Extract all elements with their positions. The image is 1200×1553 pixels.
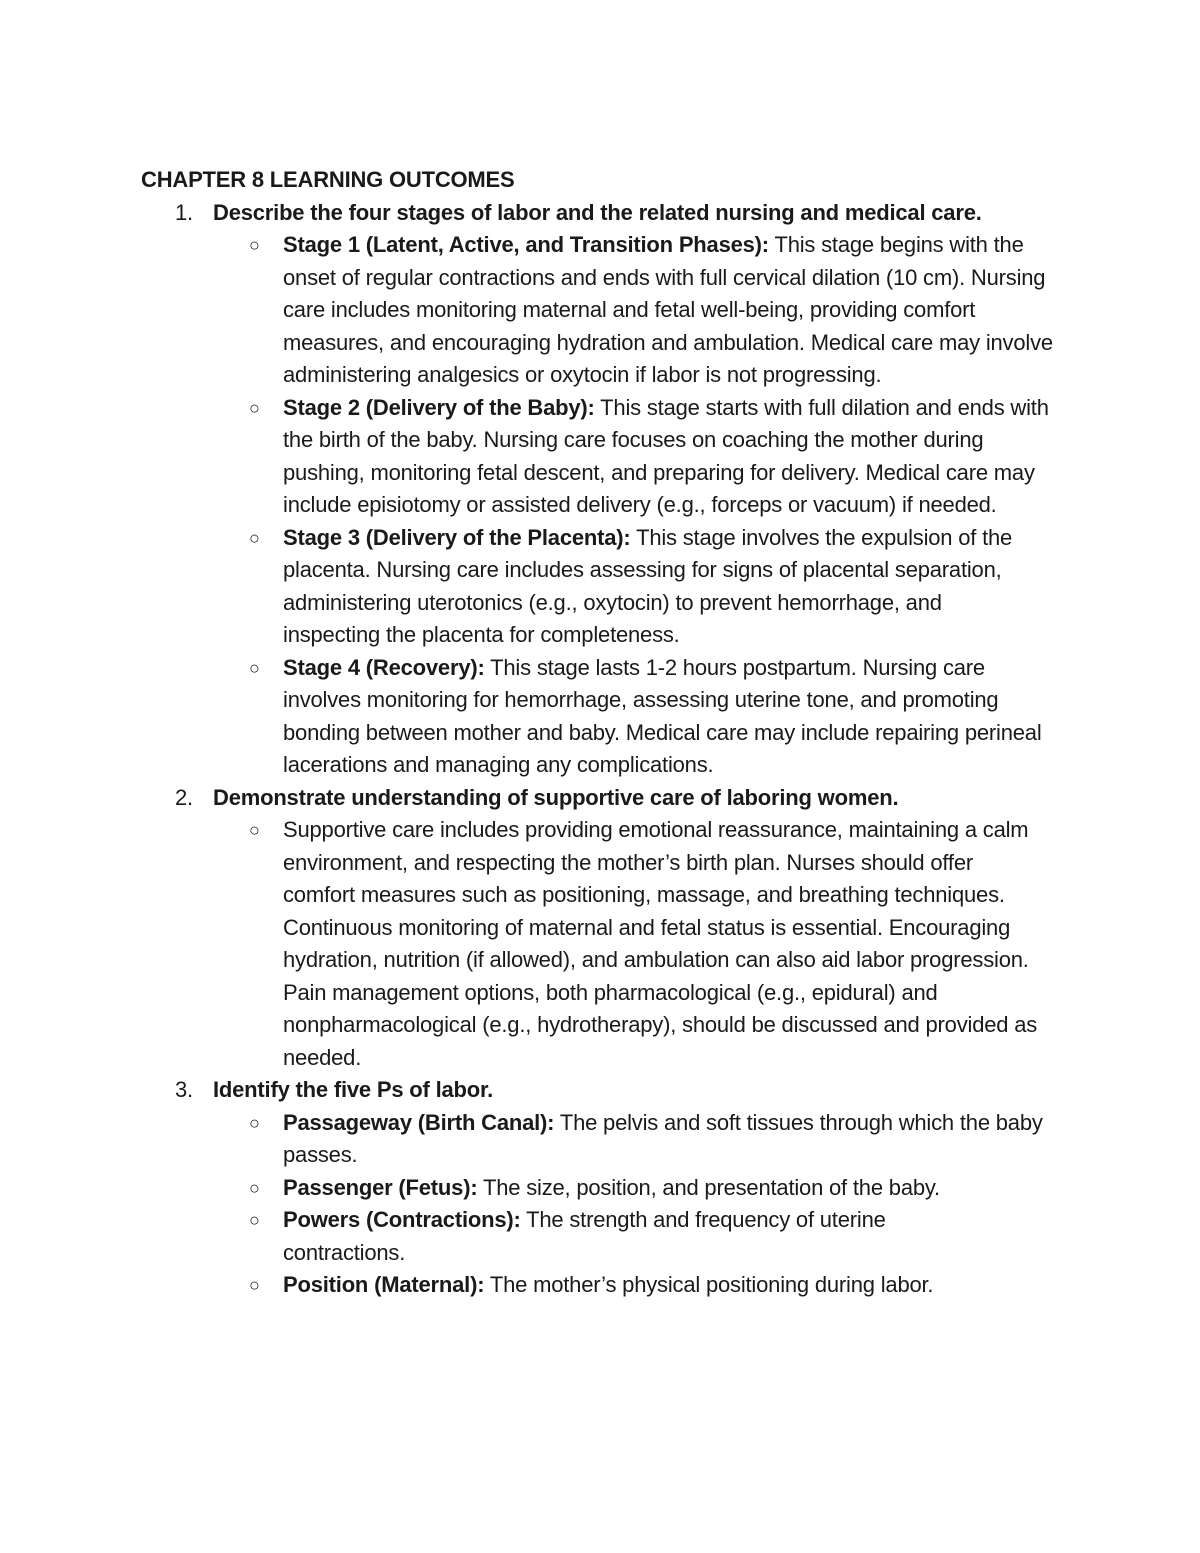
term-label: Stage 1 (Latent, Active, and Transition Phases): (283, 232, 769, 257)
list-item (213, 1172, 1063, 1205)
list-item (213, 1269, 1063, 1302)
circle-bullet-icon: ○ (249, 397, 260, 418)
term-description: This stage involves the expulsion of the placenta. Nursing care includes assessing for signs of placental separation, administering uterotonics (e.g., oxytocin) to prevent hemorrhage, and inspecting the placenta for completeness. (283, 524, 1013, 647)
list-item (213, 522, 1028, 652)
list-item (213, 814, 1043, 1074)
circle-bullet-icon: ○ (249, 1275, 260, 1295)
circle-bullet-icon: ○ (249, 527, 260, 548)
term-description: Supportive care includes providing emotional reassurance, maintaining a calm environment, and respecting the mother’s birth plan. Nurses should offer comfort measures such as positioning, massage, and breathing techniques. Continuous monitoring of maternal and fetal status is essential. Encouraging hydration, nutrition (if allowed), and ambulation can also aid labor progression. Pain management options, both pharmacological (e.g., epidural) and nonpharmacological (e.g., hydrotherapy), should be discussed and provided as needed. (283, 817, 1038, 1070)
list-item (213, 1204, 983, 1269)
outcome-item (141, 197, 1081, 782)
outcome-number: 1. (175, 199, 193, 225)
term-description: The pelvis and soft tissues through which the baby passes. (283, 1109, 1043, 1167)
circle-bullet-icon: ○ (249, 820, 260, 840)
list-item (213, 229, 1053, 392)
term-description: The strength and frequency of uterine contractions. (283, 1207, 886, 1265)
outcome-sub-list (213, 229, 1081, 782)
term-description: This stage starts with full dilation and ends with the birth of the baby. Nursing care focuses on coaching the mother during pushing, monitoring fetal descent, and preparing for delivery. Medical care may include episiotomy or assisted delivery (e.g., forceps or vacuum) if needed. (283, 394, 1049, 517)
document-body (141, 164, 1081, 1302)
list-item (213, 392, 1063, 522)
outcome-title: Identify the five Ps of labor. (213, 1077, 494, 1102)
list-item (213, 652, 1048, 782)
outcome-item (141, 782, 1081, 1075)
term-label: Stage 3 (Delivery of the Placenta): (283, 524, 631, 550)
outcome-number: 3. (175, 1077, 193, 1102)
term-label: Stage 2 (Delivery of the Baby): (283, 394, 595, 420)
outcome-title: Demonstrate understanding of supportive care of laboring women. (213, 784, 899, 810)
outcome-title: Describe the four stages of labor and the related nursing and medical care. (213, 199, 982, 225)
circle-bullet-icon: ○ (249, 1177, 260, 1198)
circle-bullet-icon: ○ (249, 1112, 260, 1133)
term-label: Stage 4 (Recovery): (283, 654, 485, 680)
term-label: Position (Maternal): (283, 1272, 485, 1297)
term-description: This stage begins with the onset of regular contractions and ends with full cervical dilation (10 cm). Nursing care includes monitoring maternal and fetal well-being, providing comfort measures, and encouraging hydration and ambulation. Medical care may involve administering analgesics or oxytocin if labor is not progressing. (283, 232, 1053, 387)
term-label: Passenger (Fetus): (283, 1174, 478, 1200)
learning-outcomes-list (141, 197, 1081, 1302)
term-description: The size, position, and presentation of the baby. (477, 1174, 940, 1200)
outcome-item (141, 1074, 1081, 1302)
term-description: The mother’s physical positioning during labor. (484, 1272, 934, 1297)
list-item (213, 1107, 1063, 1172)
outcome-sub-list (213, 814, 1081, 1074)
circle-bullet-icon: ○ (249, 1210, 260, 1230)
outcome-number: 2. (175, 784, 193, 810)
page-title: CHAPTER 8 LEARNING OUTCOMES (141, 167, 515, 192)
term-description: This stage lasts 1-2 hours postpartum. Nursing care involves monitoring for hemorrhage, assessing uterine tone, and promoting bonding between mother and baby. Medical care may include repairing perineal lacerations and managing any complications. (283, 654, 1042, 777)
outcome-sub-list (213, 1107, 1081, 1302)
term-label: Powers (Contractions): (283, 1207, 521, 1232)
circle-bullet-icon: ○ (249, 657, 260, 678)
term-label: Passageway (Birth Canal): (283, 1109, 555, 1135)
circle-bullet-icon: ○ (249, 235, 260, 255)
